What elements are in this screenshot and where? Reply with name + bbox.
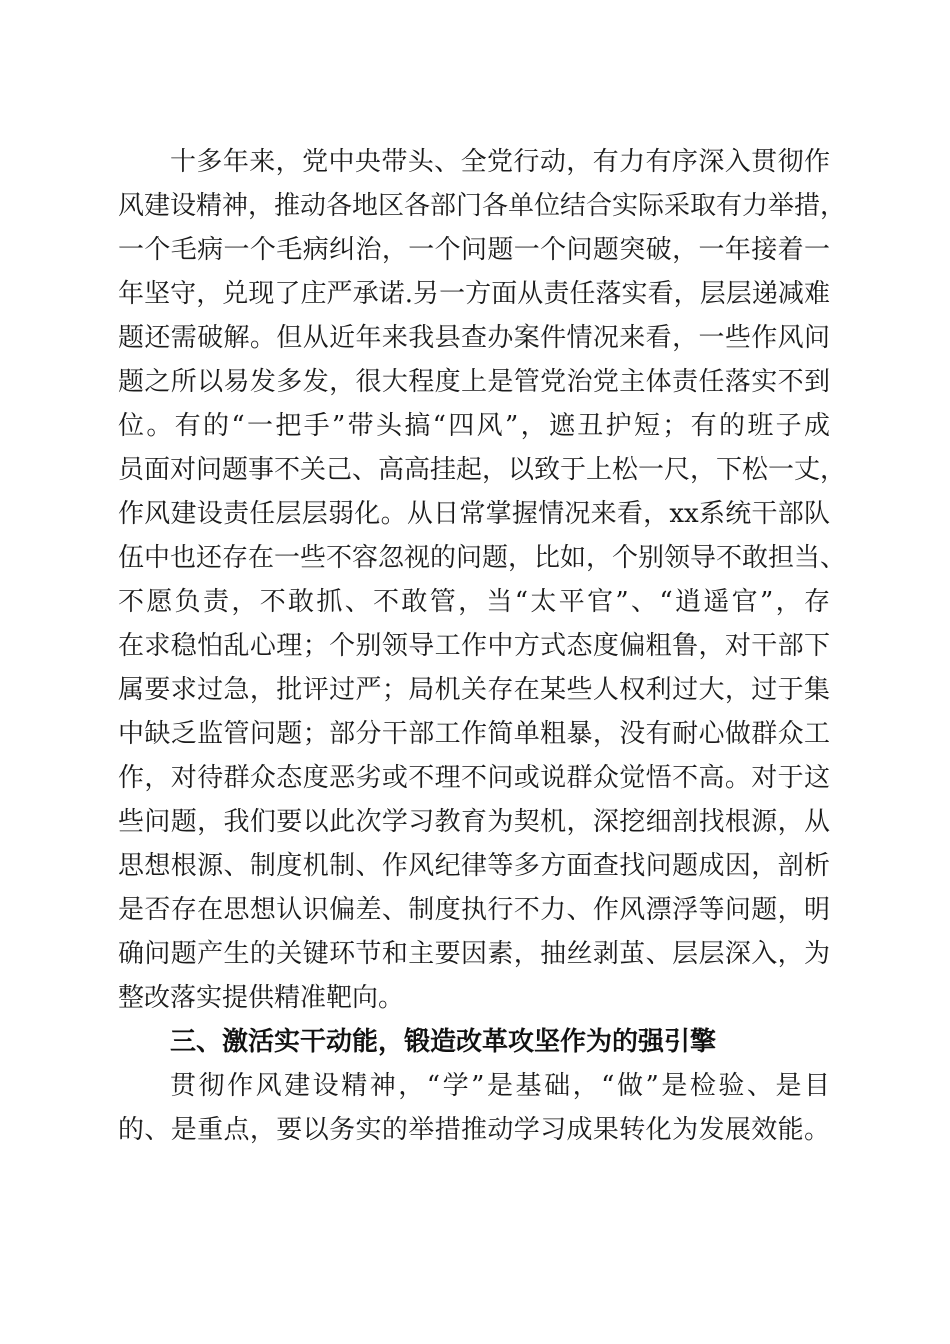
paragraph-line: 属要求过急，批评过严；局机关存在某些人权利过大，过于集 <box>118 675 830 705</box>
paragraph-2 <box>118 1064 830 1152</box>
paragraph-line: 中缺乏监管问题；部分干部工作简单粗暴，没有耐心做群众工 <box>118 719 830 749</box>
section-heading: 三、激活实干动能，锻造改革攻坚作为的强引擎 <box>170 1027 717 1057</box>
paragraph-line: 题还需破解。但从近年来我县查办案件情况来看，一些作风问 <box>118 323 830 353</box>
paragraph-line: 作风建设责任层层弱化。从日常掌握情况来看，xx系统干部队 <box>118 499 830 529</box>
paragraph-line: 不愿负责，不敢抓、不敢管，当“太平官”、“逍遥官”，存 <box>118 587 830 617</box>
paragraph-1 <box>118 140 847 1020</box>
paragraph-line: 在求稳怕乱心理；个别领导工作中方式态度偏粗鲁，对干部下 <box>118 631 830 661</box>
paragraph-line: 风建设精神，推动各地区各部门各单位结合实际采取有力举措， <box>118 191 847 221</box>
paragraph-line: 员面对问题事不关己、高高挂起，以致于上松一尺，下松一丈， <box>118 455 847 485</box>
paragraph-line: 作，对待群众态度恶劣或不理不问或说群众觉悟不高。对于这 <box>118 763 830 793</box>
paragraph-line: 思想根源、制度机制、作风纪律等多方面查找问题成因，剖析 <box>118 851 830 881</box>
paragraph-line: 确问题产生的关键环节和主要因素，抽丝剥茧、层层深入，为 <box>118 939 830 969</box>
paragraph-line: 年坚守，兑现了庄严承诺.另一方面从责任落实看，层层递减难 <box>118 279 830 309</box>
paragraph-line: 十多年来，党中央带头、全党行动，有力有序深入贯彻作 <box>170 147 830 177</box>
paragraph-line: 伍中也还存在一些不容忽视的问题，比如，个别领导不敢担当、 <box>118 543 847 573</box>
paragraph-line: 题之所以易发多发，很大程度上是管党治党主体责任落实不到 <box>118 367 830 397</box>
paragraph-line: 些问题，我们要以此次学习教育为契机，深挖细剖找根源，从 <box>118 807 830 837</box>
paragraph-line: 一个毛病一个毛病纠治，一个问题一个问题突破，一年接着一 <box>118 235 830 265</box>
document-body <box>118 140 847 1152</box>
paragraph-line: 贯彻作风建设精神，“学”是基础，“做”是检验、是目 <box>170 1071 830 1101</box>
paragraph-line: 的、是重点，要以务实的举措推动学习成果转化为发展效能。 <box>118 1115 830 1145</box>
paragraph-line: 是否存在思想认识偏差、制度执行不力、作风漂浮等问题，明 <box>118 895 830 925</box>
paragraph-line: 位。有的“一把手”带头搞“四风”，遮丑护短；有的班子成 <box>118 411 830 441</box>
paragraph-line: 整改落实提供精准靶向。 <box>118 983 405 1013</box>
